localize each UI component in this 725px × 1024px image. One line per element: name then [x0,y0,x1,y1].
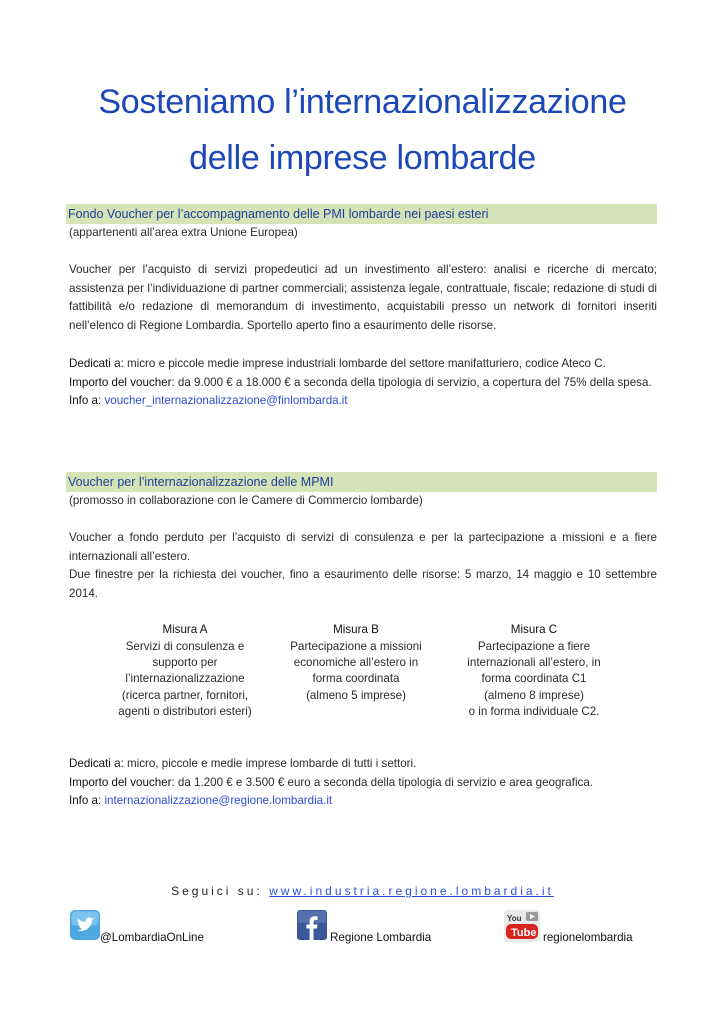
dedicati-label: Dedicati a [69,357,121,370]
dedicati-text: : micro e piccole medie imprese industriali lombarde del settore manifatturiero, codice Ateco C. [120,357,606,370]
info-separator: : [98,794,105,807]
dedicati-label: Dedicati a [69,757,121,770]
info-label: Info a [69,794,99,807]
measure-a-line: agenti o distributori esteri) [118,704,252,718]
dedicati-text: : micro, piccole e medie imprese lombarde di tutti i settori. [120,757,417,770]
page-title-line-1: Sosteniamo l’internazionalizzazione [98,83,627,121]
section2-subheading: (promosso in collaborazione con le Camere di Commercio lombarde) [69,494,423,507]
youtube-channel: regionelombardia [543,931,633,944]
measure-c-line: o in forma individuale C2. [468,704,600,718]
follow-label: Seguici su: [171,884,270,898]
section2-body-1: Voucher a fondo perduto per l’acquisto di servizi di consulenza e per la partecipazione a missioni e a fiere internazionali all’estero. [69,531,657,563]
section2-info [69,792,657,811]
section1-subheading: (appartenenti all’area extra Unione Europea) [69,226,298,239]
youtube-logo-you: You [507,914,522,923]
measure-b-line: economiche all’estero in [293,656,419,670]
section1-importo [69,374,657,393]
section1-info [69,392,657,411]
section1-details [69,355,657,411]
measure-a-line: supporto per [152,656,218,670]
measure-b-line: (almeno 5 imprese) [306,688,406,702]
measure-b [261,621,451,704]
section1-dedicati [69,355,657,374]
section2-body-2: Due finestre per la richiesta dei voucher, fino a esaurimento delle risorse: 5 marzo, 14 maggio e 10 settembre 2014. [69,568,657,600]
importo-label: Importo del voucher [69,375,172,389]
website-link[interactable]: www.industria.regione.lombardia.it [269,884,554,898]
page-title-line-2: delle imprese lombarde [189,139,536,177]
measure-a-line: l’internazionalizzazione [125,672,245,686]
measure-c-line: forma coordinata C1 [481,672,587,686]
measure-a-line: (ricerca partner, fornitori, [121,688,249,702]
importo-text: : da 1.200 € e 3.500 € euro a seconda della tipologia di servizio e area geografica. [171,775,593,789]
measure-c-line: (almeno 8 imprese) [484,688,584,702]
measure-b-title: Misura B [333,623,379,636]
measure-c-line: Partecipazione a fiere [477,640,591,653]
info-email-link[interactable]: internazionalizzazione@regione.lombardia.it [104,794,333,807]
section1-heading: Fondo Voucher per l’accompagnamento delle PMI lombarde nei paesi esteri [66,204,657,224]
facebook-icon [297,910,327,940]
info-email-link[interactable]: voucher_internazionalizzazione@finlombarda.it [104,394,348,407]
youtube-logo-tube: Tube [511,927,537,939]
measure-c [439,621,629,720]
measure-a-title: Misura A [162,623,208,636]
twitter-icon [70,910,100,940]
twitter-handle: @LombardiaOnLine [100,931,204,944]
importo-text: : da 9.000 € a 18.000 € a seconda della tipologia di servizio, a copertura del 75% della spesa. [171,375,652,389]
measure-c-line: internazionali all’estero, in [467,656,601,670]
section2-heading: Voucher per l’internazionalizzazione delle MPMI [66,472,657,492]
section2-dedicati [69,755,657,774]
info-label: Info a [69,394,99,407]
section2-details [69,755,657,811]
section2-importo [69,774,657,793]
info-separator: : [98,394,105,407]
section1-body: Voucher per l’acquisto di servizi propedeutici ad un investimento all’estero: analisi e ricerche di mercato; assistenza per l’individuazione di partner commerciali; assistenza legale, contrattuale, fiscale; redazione di studi di fattibilità e/o redazione di memorandum di investimento, acquistabili presso un network di fornitori inseriti nell’elenco di Regione Lombardia. Sportello aperto fino a esaurimento delle risorse. [69,263,657,332]
follow-us [0,884,725,898]
measure-a [90,621,280,720]
measure-a-line: Servizi di consulenza e [125,640,245,653]
facebook-page: Regione Lombardia [330,931,432,944]
measure-b-line: Partecipazione a missioni [290,640,422,653]
measure-c-title: Misura C [510,623,558,636]
importo-label: Importo del voucher [69,775,172,789]
measure-b-line: forma coordinata [312,672,400,686]
youtube-icon [504,910,540,942]
